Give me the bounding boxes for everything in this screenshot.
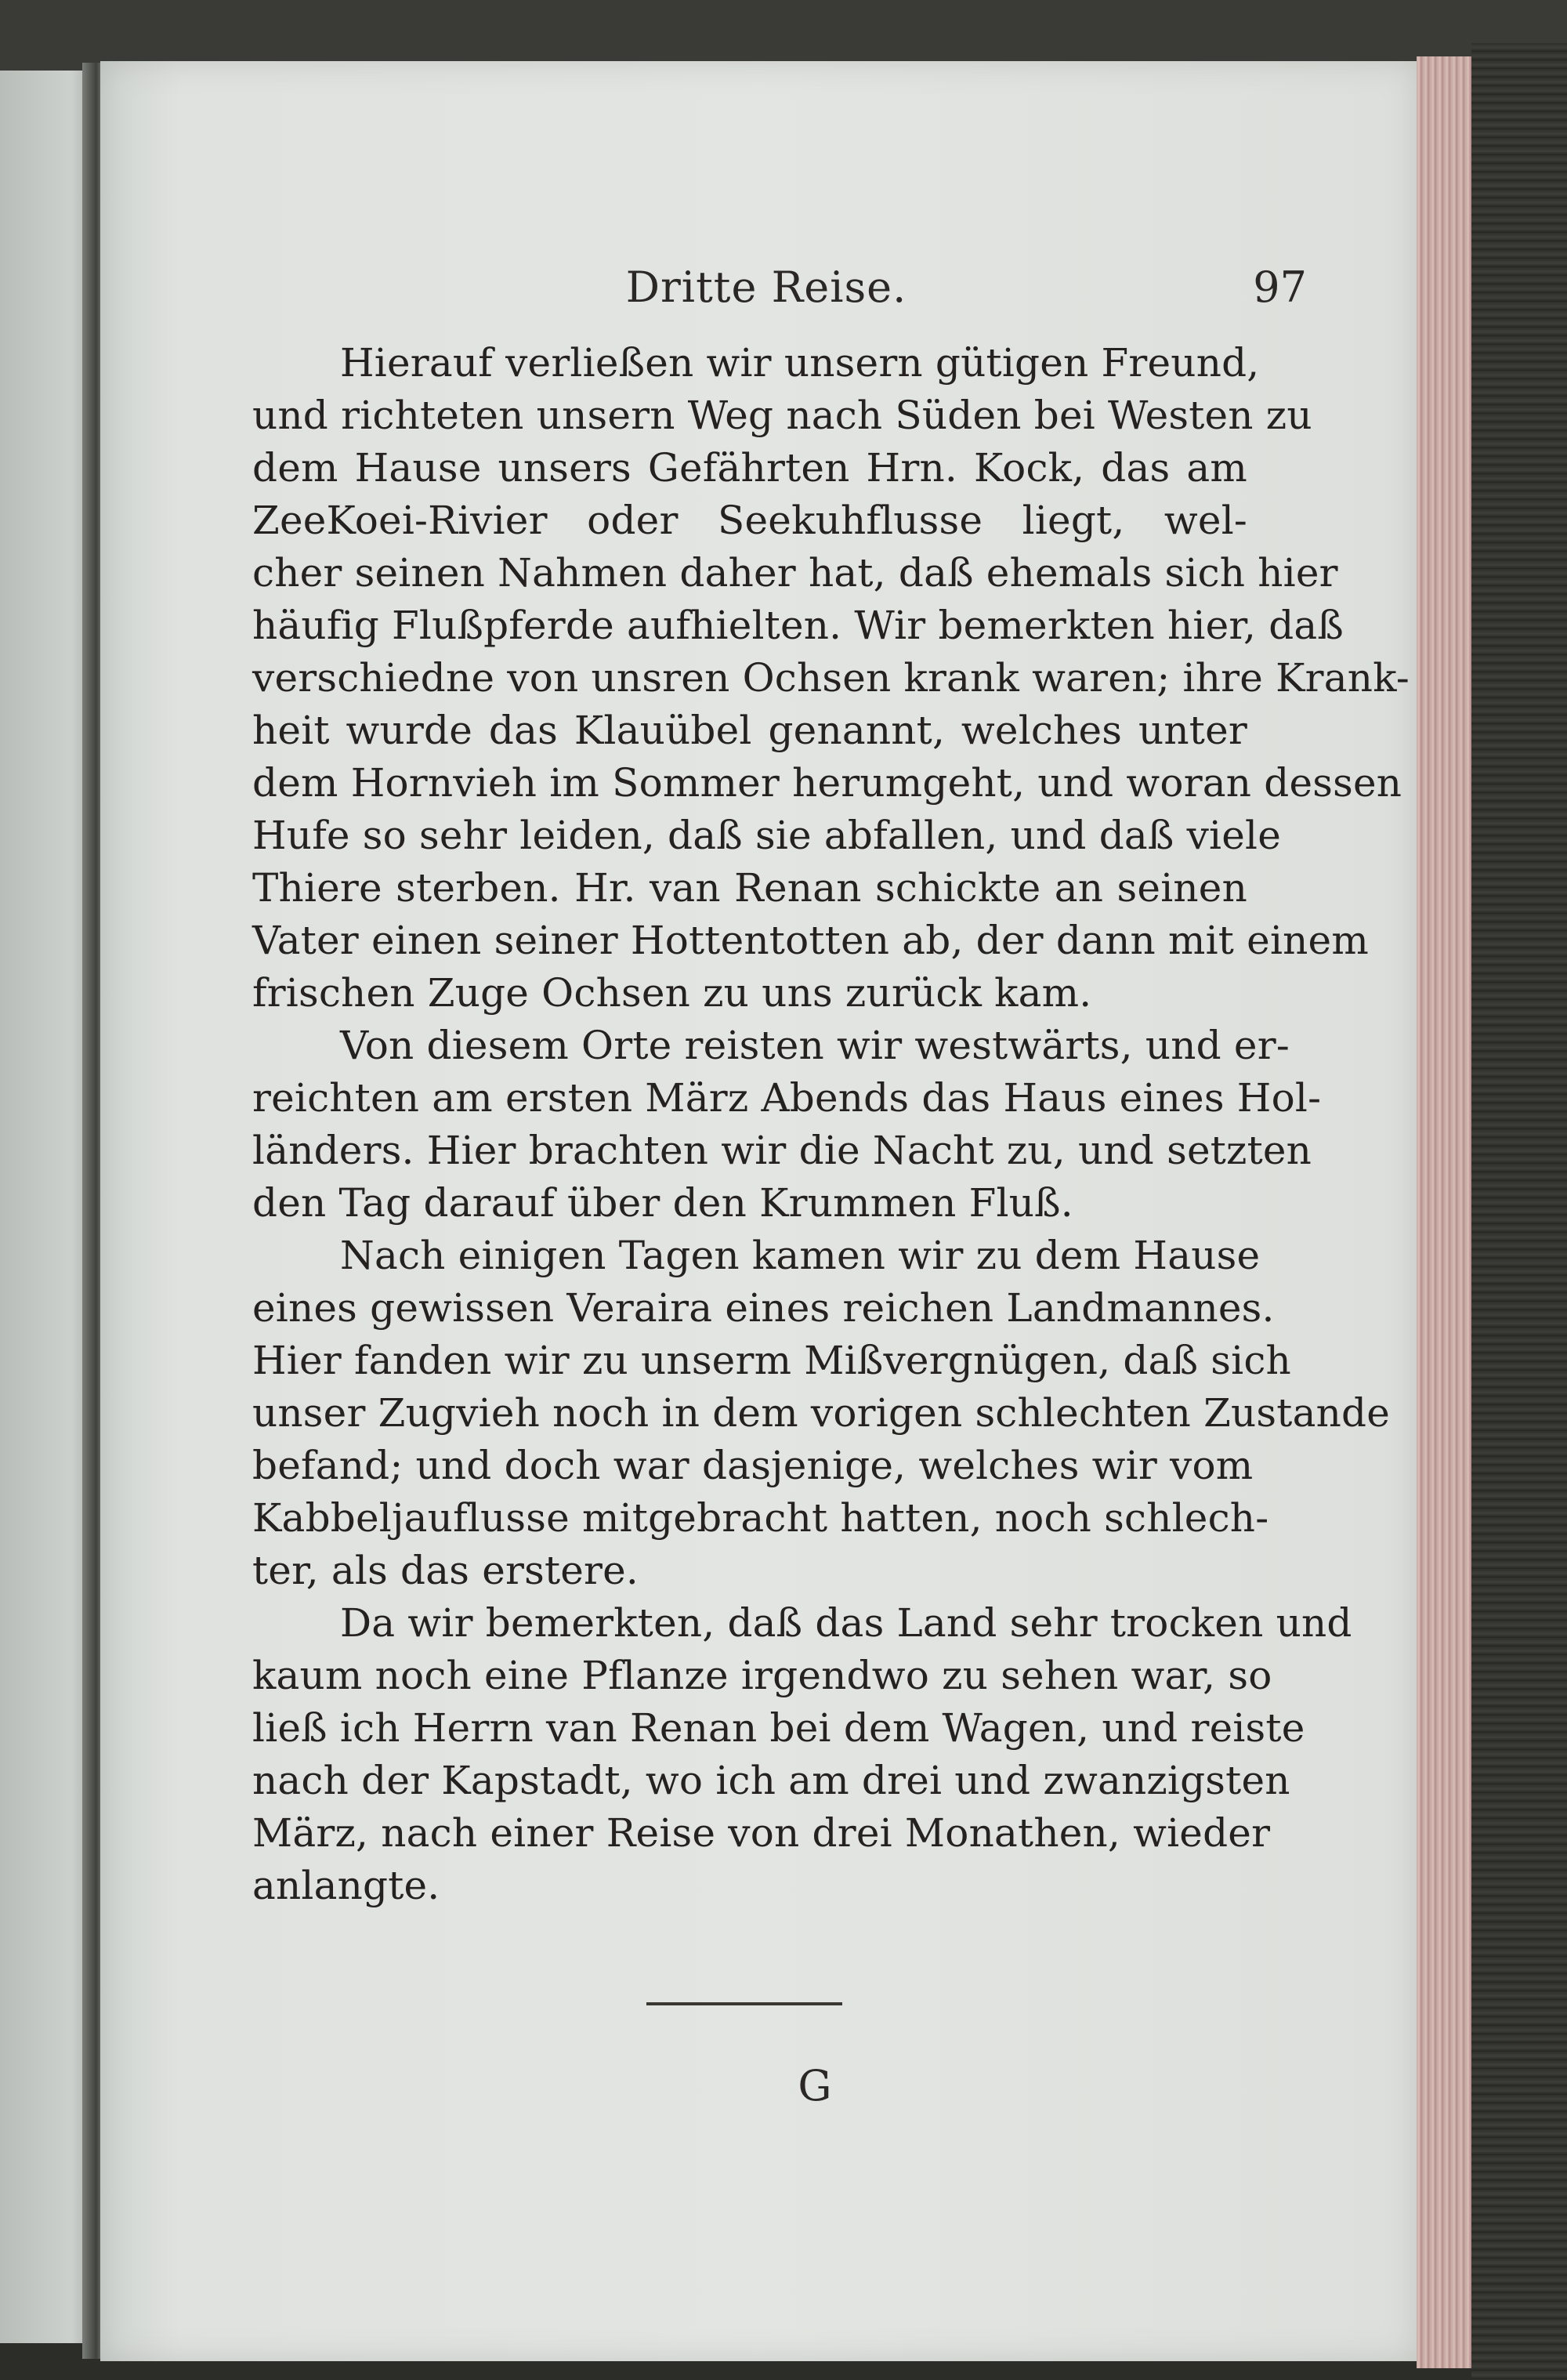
text-line: befand; und doch war dasjenige, welches wir vom [252,1443,1254,1488]
text-line: frischen Zuge Ochsen zu uns zurück kam. [252,970,1092,1016]
text-line: heit wurde das Klauübel genannt, welches unter [252,708,1247,753]
text-line: kaum noch eine Pflanze irgendwo zu sehen war, so [252,1653,1272,1698]
text-line: März, nach einer Reise von drei Monathen, wieder [252,1810,1271,1856]
text-line: Thiere sterben. Hr. van Renan schickte an seinen [252,865,1247,911]
text-line: Hierauf verließen wir unsern gütigen Freund, [340,340,1260,386]
text-line: und richteten unsern Weg nach Süden bei Westen zu [252,393,1312,438]
page-number: 97 [1253,263,1307,312]
signature-mark: G [798,2061,832,2110]
text-line: nach der Kapstadt, wo ich am drei und zwanzigsten [252,1758,1290,1803]
section-divider-rule [646,2002,842,2005]
text-line: dem Hause unsers Gefährten Hrn. Kock, das am [252,445,1247,491]
text-line: Kabbeljauflusse mitgebracht hatten, noch schlech- [252,1495,1269,1541]
text-line: ter, als das erstere. [252,1548,639,1593]
page-header [100,263,1417,333]
text-line: unser Zugvieh noch in dem vorigen schlechten Zustande [252,1390,1390,1436]
text-line: Hufe so sehr leiden, daß sie abfallen, und daß viele [252,813,1282,858]
book-cover-board [1471,43,1567,2380]
running-head: Dritte Reise. [625,263,907,312]
text-line: Nach einigen Tagen kamen wir zu dem Hause [340,1233,1261,1278]
text-line: Da wir bemerkten, daß das Land sehr trocken und [340,1600,1352,1646]
text-line: anlangte. [252,1863,440,1908]
text-line: Vater einen seiner Hottentotten ab, der dann mit einem [252,918,1369,963]
text-line: ZeeKoei-Rivier oder Seekuhflusse liegt, wel- [252,498,1247,543]
text-line: länders. Hier brachten wir die Nacht zu, und setzten [252,1128,1312,1173]
text-line: den Tag darauf über den Krummen Fluß. [252,1180,1073,1226]
text-line: Hier fanden wir zu unserm Mißvergnügen, daß sich [252,1338,1291,1383]
text-line: häufig Flußpferde aufhielten. Wir bemerkten hier, daß [252,603,1344,648]
page-block-edge [1417,56,1471,2368]
body-text [252,337,1410,1912]
text-line: Von diesem Orte reisten wir westwärts, und er- [340,1023,1290,1068]
text-line: ließ ich Herrn van Renan bei dem Wagen, und reiste [252,1705,1305,1751]
text-line: eines gewissen Veraira eines reichen Landmannes. [252,1285,1275,1331]
text-line: dem Hornvieh im Sommer herumgeht, und woran dessen [252,760,1402,806]
text-line: verschiedne von unsren Ochsen krank waren; ihre Krank- [252,655,1410,701]
text-line: reichten am ersten März Abends das Haus eines Hol- [252,1075,1322,1121]
text-line: cher seinen Nahmen daher hat, daß ehemals sich hier [252,550,1338,596]
